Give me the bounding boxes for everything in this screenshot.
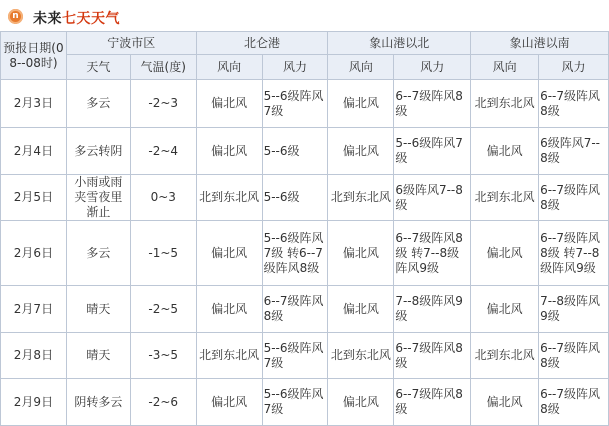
row-date-text: 2月5日 [13, 190, 54, 204]
row-beilun-wind-force [262, 128, 328, 175]
row-beilun-wind-direction [196, 333, 262, 379]
group-header-xiangshan-south: 象山港以南 [471, 32, 609, 55]
row-beilun-wind-force [262, 286, 328, 333]
row-temperature-text: -2~4 [148, 143, 179, 158]
row-weather [66, 175, 130, 221]
row-xn-wind-force [394, 333, 471, 379]
row-beilun-wind-direction [196, 221, 262, 286]
subheader-beilun-wind-direction: 风向 [196, 55, 262, 80]
row-xs-wind-direction [471, 175, 539, 221]
row-beilun-wind-direction [196, 286, 262, 333]
row-xn-wind-direction [328, 80, 394, 128]
row-beilun-wind-direction [196, 379, 262, 426]
row-temperature [130, 175, 196, 221]
row-xs-wind-force [539, 80, 609, 128]
row-beilun-wind-force-text: 5--6级阵风7级 [263, 387, 324, 416]
group-header-beilun: 北仑港 [196, 32, 328, 55]
row-xn-wind-direction-text: 偏北风 [342, 394, 379, 409]
subheader-weather: 天气 [66, 55, 130, 80]
row-temperature-text: -1~5 [148, 245, 179, 260]
row-xn-wind-direction [328, 175, 394, 221]
row-xs-wind-direction [471, 128, 539, 175]
row-date [1, 379, 67, 426]
row-xn-wind-force [394, 286, 471, 333]
row-temperature [130, 221, 196, 286]
section-title [33, 8, 120, 28]
row-xs-wind-force-text: 6--7级阵风8级 转7--8级阵风9级 [540, 230, 600, 275]
row-beilun-wind-direction [196, 175, 262, 221]
row-beilun-wind-direction-text: 北到东北风 [199, 190, 260, 204]
table-row [1, 379, 609, 426]
table-row [1, 221, 609, 286]
row-xn-wind-force [394, 175, 471, 221]
row-weather-text: 晴天 [86, 348, 111, 362]
row-temperature-text: -2~3 [148, 96, 179, 110]
row-xn-wind-force-text: 5--6级阵风7级 [395, 136, 463, 165]
row-beilun-wind-force-text: 5--6级阵风7级 [263, 88, 324, 118]
row-xn-wind-force-text: 6--7级阵风8级 [395, 387, 463, 416]
row-xs-wind-direction [471, 333, 539, 379]
row-date [1, 175, 67, 221]
row-xn-wind-direction-text: 偏北风 [342, 301, 379, 316]
header-row-subcolumns [1, 55, 609, 80]
row-beilun-wind-direction [196, 80, 262, 128]
subheader-xn-wind-force: 风力 [394, 55, 471, 80]
row-xn-wind-direction-text: 偏北风 [342, 143, 379, 158]
row-date [1, 221, 67, 286]
row-xn-wind-direction-text: 北到东北风 [330, 348, 391, 362]
row-beilun-wind-direction-text: 北到东北风 [199, 348, 260, 362]
row-xs-wind-force [539, 379, 609, 426]
table-row [1, 286, 609, 333]
row-date [1, 333, 67, 379]
row-beilun-wind-direction-text: 偏北风 [211, 96, 248, 110]
row-xs-wind-direction-text: 偏北风 [486, 394, 523, 409]
row-xs-wind-force-text: 6--7级阵风8级 [540, 387, 600, 416]
row-beilun-wind-direction [196, 128, 262, 175]
row-weather-text: 多云转阴 [74, 143, 123, 158]
row-xn-wind-direction [328, 379, 394, 426]
row-beilun-wind-force-text: 5--6级 [263, 143, 300, 158]
row-weather [66, 286, 130, 333]
row-xs-wind-direction-text: 偏北风 [486, 143, 523, 158]
row-xn-wind-force-text: 6--7级阵风8级 [395, 88, 463, 118]
row-xs-wind-direction [471, 221, 539, 286]
group-header-xiangshan-north: 象山港以北 [328, 32, 471, 55]
row-xs-wind-force [539, 128, 609, 175]
row-xs-wind-direction-text: 北到东北风 [474, 96, 535, 110]
row-temperature-text: 0~3 [150, 190, 176, 204]
row-beilun-wind-force-text: 5--6级阵风7级 转6--7级阵风8级 [263, 230, 324, 275]
row-xn-wind-direction-text: 偏北风 [342, 96, 379, 110]
row-beilun-wind-force [262, 221, 328, 286]
row-date-text: 2月4日 [13, 143, 54, 158]
row-xn-wind-force [394, 379, 471, 426]
row-xs-wind-direction-text: 北到东北风 [474, 190, 535, 204]
forecast-body [1, 80, 609, 426]
subheader-beilun-wind-force: 风力 [262, 55, 328, 80]
row-xn-wind-direction [328, 286, 394, 333]
row-xs-wind-force-text: 6--7级阵风8级 [540, 340, 600, 370]
table-row [1, 175, 609, 221]
row-beilun-wind-force-text: 5--6级阵风7级 [263, 340, 324, 370]
row-xs-wind-direction-text: 北到东北风 [474, 348, 535, 362]
table-row [1, 80, 609, 128]
table-row [1, 333, 609, 379]
row-beilun-wind-direction-text: 偏北风 [211, 301, 248, 316]
row-temperature [130, 286, 196, 333]
row-xs-wind-force [539, 221, 609, 286]
title-bar [0, 0, 609, 31]
row-weather-text: 晴天 [86, 301, 111, 316]
row-xs-wind-direction-text: 偏北风 [486, 301, 523, 316]
row-xn-wind-force-text: 6级阵风7--8级 [395, 182, 463, 212]
row-temperature-text: -2~5 [148, 301, 179, 316]
row-xs-wind-direction [471, 286, 539, 333]
row-beilun-wind-force [262, 333, 328, 379]
title-prefix: 未来 [33, 11, 62, 27]
row-weather-text: 多云 [86, 245, 111, 260]
row-weather [66, 80, 130, 128]
row-date-text: 2月3日 [13, 96, 54, 110]
date-column-header: 预报日期(08--08时) [1, 32, 67, 80]
row-xs-wind-direction [471, 379, 539, 426]
row-weather-text: 阴转多云 [74, 394, 123, 409]
row-date-text: 2月6日 [13, 245, 54, 260]
row-date-text: 2月7日 [13, 301, 54, 316]
row-beilun-wind-direction-text: 偏北风 [211, 394, 248, 409]
row-weather [66, 333, 130, 379]
row-xn-wind-force [394, 221, 471, 286]
row-xn-wind-force-text: 6--7级阵风8级 [395, 340, 463, 370]
row-temperature [130, 80, 196, 128]
row-weather [66, 128, 130, 175]
group-header-ningbo: 宁波市区 [66, 32, 196, 55]
row-xn-wind-force-text: 6--7级阵风8级 转7--8级阵风9级 [395, 230, 463, 275]
row-xn-wind-direction [328, 333, 394, 379]
row-xs-wind-force-text: 7--8级阵风9级 [540, 294, 600, 323]
row-beilun-wind-direction-text: 偏北风 [211, 143, 248, 158]
title-accent: 七天天气 [62, 11, 120, 27]
row-beilun-wind-force-text: 5--6级 [263, 190, 300, 204]
row-temperature [130, 128, 196, 175]
row-date [1, 286, 67, 333]
table-row [1, 128, 609, 175]
row-xn-wind-direction [328, 221, 394, 286]
row-xs-wind-force-text: 6--7级阵风8级 [540, 182, 600, 212]
row-date [1, 80, 67, 128]
row-weather [66, 379, 130, 426]
row-xs-wind-force [539, 175, 609, 221]
subheader-xs-wind-force: 风力 [539, 55, 609, 80]
row-date-text: 2月8日 [13, 348, 54, 362]
row-xs-wind-force [539, 286, 609, 333]
row-beilun-wind-force [262, 175, 328, 221]
row-temperature [130, 333, 196, 379]
row-date [1, 128, 67, 175]
row-xs-wind-force-text: 6级阵风7--8级 [540, 136, 600, 165]
row-weather-text: 小雨或雨夹雪夜里渐止 [74, 175, 123, 219]
row-xs-wind-direction [471, 80, 539, 128]
row-weather-text: 多云 [86, 96, 111, 110]
subheader-temperature: 气温(度) [130, 55, 196, 80]
weather-section-icon: n [8, 9, 23, 24]
row-xs-wind-force [539, 333, 609, 379]
forecast-table [0, 31, 609, 426]
subheader-xs-wind-direction: 风向 [471, 55, 539, 80]
row-xs-wind-direction-text: 偏北风 [486, 245, 523, 260]
row-beilun-wind-force-text: 6--7级阵风8级 [263, 294, 324, 323]
subheader-xn-wind-direction: 风向 [328, 55, 394, 80]
row-weather [66, 221, 130, 286]
row-xn-wind-force [394, 80, 471, 128]
row-xn-wind-direction [328, 128, 394, 175]
row-temperature-text: -2~6 [148, 394, 179, 409]
row-beilun-wind-force [262, 80, 328, 128]
row-date-text: 2月9日 [13, 394, 54, 409]
row-beilun-wind-force [262, 379, 328, 426]
row-temperature-text: -3~5 [148, 348, 179, 362]
row-xn-wind-force-text: 7--8级阵风9级 [395, 294, 463, 323]
row-temperature [130, 379, 196, 426]
row-xs-wind-force-text: 6--7级阵风8级 [540, 88, 600, 118]
row-xn-wind-force [394, 128, 471, 175]
header-row-groups [1, 32, 609, 55]
row-xn-wind-direction-text: 北到东北风 [330, 190, 391, 204]
row-xn-wind-direction-text: 偏北风 [342, 245, 379, 260]
row-beilun-wind-direction-text: 偏北风 [211, 245, 248, 260]
